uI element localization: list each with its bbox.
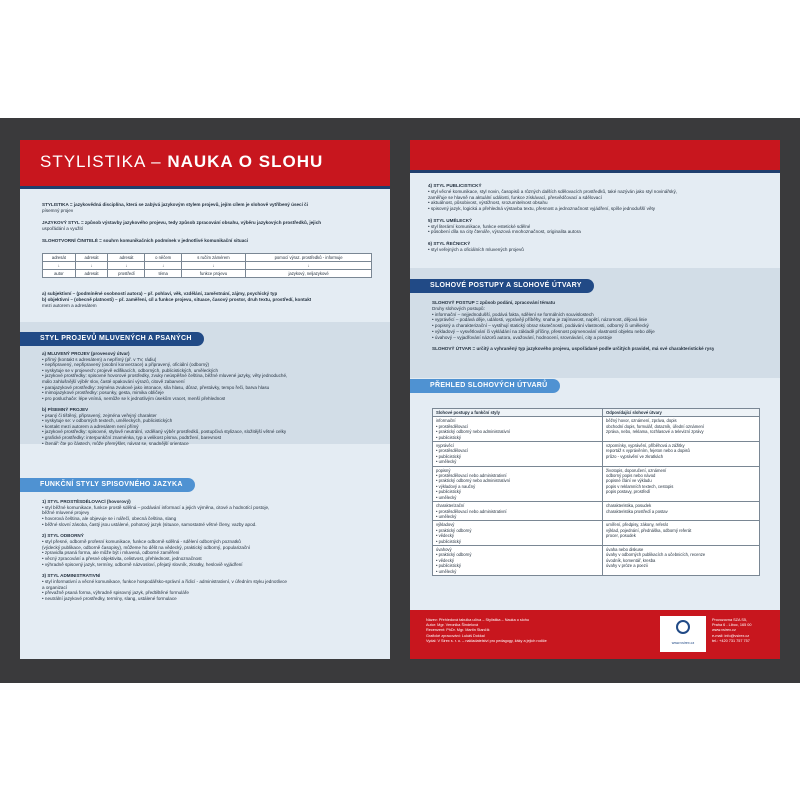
text-line: • parajazykové prostředky: zejména zvukové jako intonace, síla hlasu, důraz, přestávky, tempo řeči, barva hlasu: [42, 384, 270, 390]
text-line: • úvahový – vyjadřování názorů autora, uvažování, hodnocení, srovnávání, city a postoje: [432, 334, 613, 340]
text-line: Druhy slohových postupů:: [432, 305, 485, 311]
section-heading-functional-styles: FUNKČNÍ STYLY SPISOVNÉHO JAZYKA: [20, 478, 195, 492]
arrow-down-icon: ↓: [181, 262, 245, 270]
factor-cell: funkce projevu: [181, 270, 245, 278]
text-line: • přímý (kontakt s adresátem) a nepřímý (př. v TV, rádiu): [42, 356, 157, 362]
text-line: • styl věcné komunikace, styl novin, časopisů a různých dalších sdělovacích prostředků, také nazýván jako styl novinářský,: [428, 188, 678, 194]
factor-cell: prostředí: [108, 270, 145, 278]
factor-cell: adresát: [75, 254, 108, 262]
text-line: • spisovný jazyk, logická a přehledná výstavba textu, přesnost a jednoznačnost vyjádření, spíše jednodušší věty: [428, 206, 656, 212]
text-line: (výdecký publikace, odborně časopisy), můžeme ho dělit na vědecký, praktický odborný, popularizační: [42, 544, 251, 550]
text-line: • styl informativní a věcné komunikace, funkce hospodářsko-správní a řídicí - administrativní, v úředním styku jednotlivce: [42, 578, 287, 584]
overview-cell: vyprávěcí • prostěsdělovací • publicistický • umělecký: [433, 442, 603, 467]
text-line: běžné mluvené projevy: [42, 510, 90, 516]
arrow-down-icon: ↓: [246, 262, 372, 270]
overview-cell: běžný hovor, oznámení, zpráva, dopis obchodní dopis, formulář, dotazník, úřední oznámení zpráva, nebo, reklama, rozhlasové a televizní zprávy: [603, 417, 760, 442]
text-line: b) objektivní – (obecně platnosti) – př. zaměření, cíl a funkce projevu, situace, časový prostor, druh textu, prostředí, kontakt: [42, 297, 312, 302]
overview-cell: popisný • prostěsdělovací nebo administrativní • praktický odborný nebo administrativní • výkladový a naučný • publicistický • umělecký: [433, 466, 603, 501]
text-line: zaměřuje se hlavně na aktuální události, funkce získávací, přesvědčovací a sdělovací: [428, 194, 602, 200]
overview-cell: úvaha nebo diskuse úvahy v odborných publikacích a učebnicích, recenze úvodník, komentář, kresba úvahy v próze a poezii: [603, 545, 760, 575]
text-line: málo zahlušnější výběr slov, časté opakování výrazů, citově zabarvení: [42, 379, 185, 384]
right-header: [410, 140, 780, 170]
overview-cell: umíření, předpisy, zákony, referát výklad, pojednání, přednáška, odborný referát procer, posudek: [603, 521, 760, 546]
text-line: 4) STYL PUBLICISTICKÝ: [428, 183, 482, 188]
text-line: • hovorová čeština, ale objevuje se i nářečí, obecná čeština, slang: [42, 516, 177, 522]
overview-cell: vzpomínky, vyprávění, příběhová a zážitky reportáž s vyprávěním, fejeton nebo a dopisů průzo - vyprávění ve zkratkách: [603, 442, 760, 467]
overview-cell: výkladový • praktický odborný • vědecký • publicistický: [433, 521, 603, 546]
factor-cell: autor: [43, 270, 76, 278]
factor-cell: adresát: [108, 254, 145, 262]
text-line: SLOHOTVORNÍ ČINITELÉ = souhrn komunikačních podmínek v jednotlivé komunikační situaci: [42, 238, 249, 243]
factors-arrow-row: [43, 262, 372, 270]
footer-credits: Název: Přehledová tabulka učiva – Stylistika – Nauka o slohu Autor: Mgr. Veronika Šindelová Recenzent: PhDr. Mgr. Martin Stančík Grafické zpracování: Lukáš Dokkal Vydal: V Sirex s. r. o. – nakladatelství pro pedagogy, žáky a jejich rodiče: [426, 618, 547, 643]
text-line: • jazykové prostředky: spisovné hovorové prostředky, zvuky neúspěšné čeština, běžné mluvené jazyky, věty jednoduché,: [42, 373, 288, 379]
text-line: • převažně psaná forma, výhradně spisovný jazyk, předtištěné formuláře: [42, 590, 189, 596]
page-title: STYLISTIKA – NAUKA O SLOHU: [40, 152, 324, 171]
factors-top-row: [43, 254, 372, 262]
text-line: • kontakt mezi autorem a adresátem není přímý: [42, 423, 139, 429]
factor-cell: adresát: [75, 270, 108, 278]
text-line: a) MLUVENÝ PROJEV (provesový útvar): [42, 351, 130, 356]
overview-col-header: Odpovídající slohové útvary: [603, 409, 760, 417]
factor-cell: o něčem: [145, 254, 181, 262]
overview-table: [432, 408, 760, 576]
text-line: 5) STYL UMĚLECKÝ: [428, 217, 473, 223]
publisher-logo-icon: [676, 620, 690, 634]
factor-cell: adresát: [43, 254, 76, 262]
table-row: [433, 502, 760, 521]
publisher-logo-text: www.vsirex.cz: [671, 641, 695, 645]
overview-cell: charakteristika, posudek charakteristika prostředí a postav: [603, 502, 760, 521]
overview-cell: charakterizační • prostěsdělovací nebo administrativní • umělecký: [433, 502, 603, 521]
text-line: • výhradně spisovný jazyk, termíny, odborně názvosloví, přejatý slovník, zkratky, hesloviě vyjádření: [42, 561, 243, 567]
text-line: • styl veřejných a oficiálních mluvených projevů: [428, 246, 524, 252]
overview-header-row: [433, 409, 760, 417]
overview-col-header: Slohové postupy a funkční styly: [433, 409, 603, 417]
text-line: • psaný či tištěný, připravený, zejména veřejný charakter: [42, 412, 157, 418]
text-line: STYLISTIKA = jazykovědná disciplína, která se zabývá jazykovým stylem projevů, jejím cílem je slohově vytříbený úsecí či: [42, 202, 308, 207]
text-line: SLOHOVÝ ÚTVAR = určitý a vyhraněný typ jazykového projevu, uspořádané podle určitých pravidel, má své charakteristické rysy: [432, 346, 715, 352]
text-line: • zpravidla psaná forma, ale může být i mluvená, odborné zaměření: [42, 550, 180, 556]
text-line: • popisný a charakterizační – vystihují statický obraz skutečností, podávání vlastnosti, odborný či umělecký: [432, 323, 649, 329]
text-line: • grafické prostředky: interpunkční znaménka, typ a velikost písma, podtržení, barevnost: [42, 435, 222, 440]
arrow-down-icon: ↓: [43, 262, 76, 270]
arrow-down-icon: ↓: [108, 262, 145, 270]
factors-table: [42, 253, 372, 278]
factor-cell: téma: [145, 270, 181, 278]
text-line: • aktuálnost, působivost, výstižnost, srozumitelnost obsahu: [428, 200, 548, 206]
text-line: 6) STYL ŘEČNICKÝ: [428, 241, 471, 246]
section-heading-postupy: SLOHOVÉ POSTUPY A SLOHOVÉ ÚTVARY: [410, 279, 594, 293]
factor-cell: pomocí výraz. prostředků - informuje: [246, 254, 372, 262]
factor-cell: jazykový, neljazykové: [246, 270, 372, 278]
text-line: • vyskytuje se: v odborných textech, uměleckých, publicistických: [42, 418, 173, 424]
text-line: • působení díla na city čtenáře, výrazová mnohoznačnost, originalita autora: [428, 229, 581, 235]
table-row: [433, 466, 760, 501]
text-line: 2) STYL ODBORNÝ: [42, 533, 84, 539]
left-page: [20, 140, 390, 659]
section-heading-overview: PŘEHLED SLOHOVÝCH ÚTVARŮ: [410, 379, 560, 393]
text-line: • styl literární komunikace, funkce estetické sdělné: [428, 223, 531, 229]
table-row: [433, 545, 760, 575]
footer-contacts: Provozovna SZA S5, Praha 6 - Liboc, 165 00 www.vsirex.cz e-mail: info@vsirex.cz tel.: +420 731 757 757: [712, 618, 752, 643]
text-line: a organizací: [42, 584, 68, 590]
text-line: • jazykové prostředky: spisovné, stylově neutrální, vzdělaný výběr prostředků, postupčivá stylizace, složitější větné celky: [42, 429, 287, 435]
factors-bottom-row: [43, 270, 372, 278]
publisher-logo: [660, 616, 706, 652]
section-heading-spoken-written: STYL PROJEVŮ MLUVENÝCH A PSANÝCH: [20, 332, 204, 346]
table-row: [433, 521, 760, 546]
text-line: • styl běžné komunikace, funkce prostě sdělná – podávání informací a jejich výměna, citové a hodnotící postoje,: [42, 504, 270, 510]
header-stripe: [20, 186, 390, 189]
page-footer: [410, 610, 780, 659]
table-row: [433, 417, 760, 442]
text-line: • čtenář: čte po částech, může přemýšlet, návrat se, snadnější orientace: [42, 440, 189, 446]
overview-cell: informační • prostěsdělovací • praktický odborný nebo administrativní • publicistický: [433, 417, 603, 442]
table-row: [433, 442, 760, 467]
arrow-down-icon: ↓: [75, 262, 108, 270]
right-page: [410, 140, 780, 659]
text-line: písemný projev: [42, 208, 74, 213]
text-line: • pro posluchače: lépe vnímá, nemůže se k jednotlivým úsekům vracet, menší přehlednost: [42, 395, 226, 401]
text-line: SLOHOVÝ POSTUP = způsob podání, zpracování tématu: [432, 300, 556, 305]
text-line: • mimojazykové prostředky: posunky, gesta, mimika obličeje: [42, 390, 164, 396]
overview-cell: úvahový • praktický odborný • vědecký • publicistický • umělecký: [433, 545, 603, 575]
left-header: [20, 140, 390, 186]
arrow-down-icon: ↓: [145, 262, 181, 270]
text-line: • neutrální jazykové prostředky, termíny, slang, ustálené formulace: [42, 595, 177, 601]
text-line: mezi autorem a adresátem: [42, 303, 97, 308]
text-line: uspořádání a využití: [42, 226, 84, 231]
text-line: • výkladový – vysvětlování či vykládání na základě příčiny, přesnost pojmenování vlastností objektu nebo děje: [432, 329, 655, 334]
text-line: • nepřipravený, nepřipravený (osobní konverzace) a připravený, oficiální (odborný): [42, 362, 210, 368]
text-line: 3) STYL ADMINISTRATIVNÍ: [42, 573, 101, 579]
text-line: • vyprávěcí – podává děje, události, vyprávějí příběhy, snaha je zajímavost, napětí, názornost, dějová linie: [432, 317, 647, 323]
text-line: • vyskytuje se v projevech: projevě edifikacích, odborných, publicistických, uměleckých: [42, 367, 218, 373]
text-line: JAZYKOVÝ STYL = způsob výstavby jazykového projevu, tedy způsob zpracování obsahu, výběru jazykových prostředků, jejich: [42, 220, 322, 225]
text-line: a) subjektivní – (podmíněné osobností autora) – př. pohlaví, věk, vzdělání, zaměstnání, zájmy, psychický typ: [42, 291, 278, 296]
text-line: • věcný zpracování a přesné objektivita, celistvost, přehlednost, jednoznačnost: [42, 556, 202, 561]
text-line: b) PÍSEMNÝ PROJEV: [42, 407, 89, 412]
header-stripe: [410, 170, 780, 173]
text-line: • běžné slovní zásoba, častý jsou ustálené, pohotový jazyk (situace, samostatné větné členy, vazby apod.: [42, 521, 257, 527]
text-line: • styl přesné, odborně profesní komunikace, funkce odborně sdělná - sdělení odborných poznatků: [42, 538, 241, 544]
text-line: 1) STYL PROSTĚSDĚLOVACÍ (hovorový): [42, 499, 131, 504]
overview-cell: životopis, doporučení, oznámení odborný popis nebo návod popisné člání ve výkladu popis v reklamních textech, cestopis popis postavy, prostředí: [603, 466, 760, 501]
factor-cell: s ručím zámérem: [181, 254, 245, 262]
text-line: • informační – nejjednodušší, podává fakta, sdělení se formálních souvislostech: [432, 311, 594, 317]
